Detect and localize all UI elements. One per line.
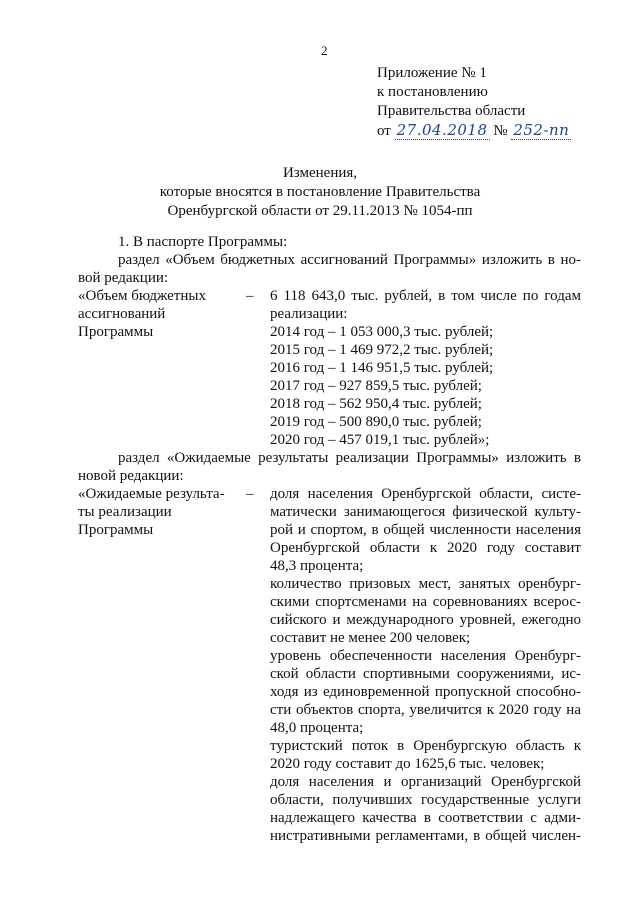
budget-value-line-7: 2018 год – 562 950,4 тыс. рублей; [270, 396, 482, 412]
section-2-line-1: раздел «Ожидаемые результаты реализации Программы» изложить в [118, 450, 581, 466]
handwritten-number: 252-пп [513, 121, 570, 139]
heading-line-3: Оренбургской области от 29.11.2013 № 1054-пп [167, 203, 473, 219]
appendix-line-2: к постановлению [377, 84, 488, 100]
budget-value-line-5: 2016 год – 1 146 951,5 тыс. рублей; [270, 360, 494, 376]
budget-label-line-2: ассигнований [78, 306, 166, 322]
appendix-line-3: Правительства области [377, 103, 526, 119]
budget-value-line-8: 2019 год – 500 890,0 тыс. рублей; [270, 414, 482, 430]
paragraph-2-line-1: раздел «Объем бюджетных ассигнований Программы» изложить в но- [118, 252, 581, 268]
results-value-line-18: области, получивших государственные услуги [270, 792, 581, 808]
results-value-line-16: 2020 году составит до 1625,6 тыс. человек; [270, 756, 545, 772]
results-value-line-9: составит не менее 200 человек; [270, 630, 471, 646]
budget-value-line-2: реализации: [270, 306, 348, 322]
page-number: 2 [321, 43, 328, 58]
results-value-line-11: ской области спортивными сооружениями, ис- [270, 666, 581, 682]
heading-line-2: которые вносятся в постановление Правительства [159, 184, 481, 200]
results-value-line-3: рой и спортом, в общей численности населения [270, 522, 581, 538]
budget-value-line-4: 2015 год – 1 469 972,2 тыс. рублей; [270, 342, 494, 358]
budget-label-line-3: Программы [78, 324, 154, 340]
results-value-line-7: скими спортсменами на соревнованиях всерос- [270, 594, 581, 610]
budget-dash: – [246, 288, 254, 304]
results-value-line-17: доля населения и организаций Оренбургской [270, 774, 581, 790]
results-value-line-1: доля населения Оренбургской области, систе- [270, 486, 581, 502]
results-value-line-8: сийского и международного уровней, ежегодно [270, 612, 581, 628]
section-2-line-2: новой редакции: [78, 468, 184, 484]
results-value-line-15: туристский поток в Оренбургскую область к [270, 738, 581, 754]
results-label-line-2: ты реализации [78, 504, 172, 520]
results-label-line-1: «Ожидаемые результа- [78, 486, 225, 502]
results-value-line-19: надлежащего качества в соответствии с адми- [270, 810, 581, 826]
budget-value-line-6: 2017 год – 927 859,5 тыс. рублей; [270, 378, 482, 394]
paragraph-1: 1. В паспорте Программы: [118, 234, 288, 250]
budget-label-line-1: «Объем бюджетных [78, 288, 206, 304]
heading-line-1: Изменения, [282, 165, 358, 181]
handwritten-date: 27.04.2018 [396, 121, 488, 139]
results-value-line-14: 48,0 процента; [270, 720, 364, 736]
number-sign: № [493, 123, 508, 139]
date-prefix: от [377, 123, 391, 139]
results-value-line-2: матически занимающегося физической культу- [270, 504, 581, 520]
appendix-date-line [377, 121, 571, 140]
results-label-line-3: Программы [78, 522, 154, 538]
results-value-line-12: ходя из единовременной пропускной способно- [270, 684, 581, 700]
budget-value-line-9: 2020 год – 457 019,1 тыс. рублей»; [270, 432, 490, 448]
budget-value-line-3: 2014 год – 1 053 000,3 тыс. рублей; [270, 324, 494, 340]
paragraph-2-line-2: вой редакции: [78, 270, 169, 286]
budget-value-line-1: 6 118 643,0 тыс. рублей, в том числе по годам [270, 288, 581, 304]
results-value-line-4: Оренбургской области к 2020 году составит [270, 540, 581, 556]
results-value-line-5: 48,3 процента; [270, 558, 364, 574]
results-dash: – [246, 486, 254, 502]
results-value-line-10: уровень обеспеченности населения Оренбург- [270, 648, 581, 664]
results-value-line-6: количество призовых мест, занятых оренбург- [270, 576, 581, 592]
results-value-line-20: нистративными регламентами, в общей числен- [270, 828, 581, 844]
appendix-line-1: Приложение № 1 [377, 65, 487, 81]
results-value-line-13: сти объектов спорта, увеличится к 2020 году на [270, 702, 581, 718]
